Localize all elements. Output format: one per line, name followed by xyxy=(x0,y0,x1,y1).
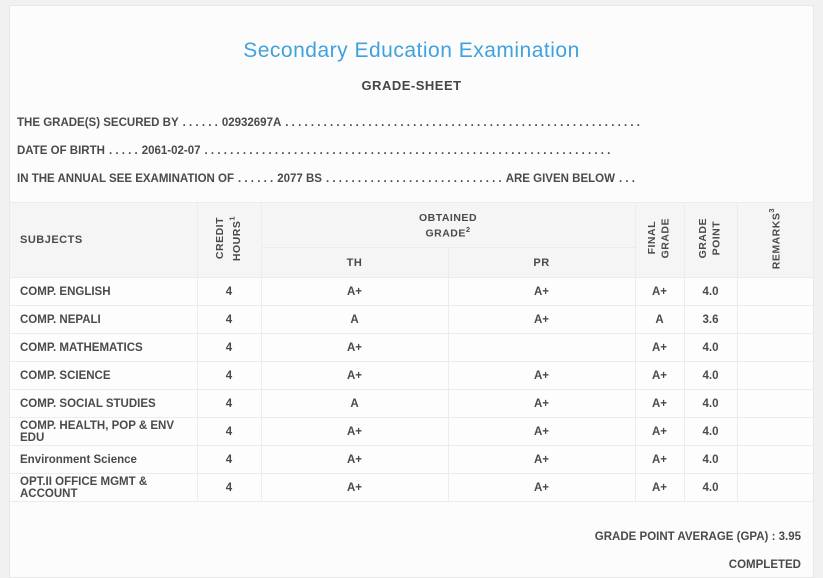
remarks xyxy=(737,390,813,418)
final-grade: A+ xyxy=(635,418,684,446)
table-row xyxy=(10,390,813,418)
table-row xyxy=(10,278,813,306)
grades-table-header xyxy=(10,203,813,278)
credit-hours-value: 4 xyxy=(197,278,261,306)
info-line-exam-year xyxy=(17,165,729,193)
subject-name: COMP. HEALTH, POP & ENV EDU xyxy=(10,418,197,446)
credit-hours-value: 4 xyxy=(197,390,261,418)
subject-name: COMP. SCIENCE xyxy=(10,362,197,390)
remarks xyxy=(737,474,813,502)
final-grade: A+ xyxy=(635,334,684,362)
subject-name: Environment Science xyxy=(10,446,197,474)
practical-grade: A+ xyxy=(448,474,635,502)
credit-hours-value: 4 xyxy=(197,334,261,362)
final-grade-column-header: FINAL GRADE xyxy=(635,203,684,278)
remarks xyxy=(737,334,813,362)
obtained-grade-column-header: OBTAINED GRADE$^2$ xyxy=(261,203,635,248)
subjects-column-header: SUBJECTS xyxy=(10,203,197,278)
table-row xyxy=(10,418,813,446)
table-row xyxy=(10,362,813,390)
info-line-secured-by xyxy=(17,109,729,137)
completion-status: COMPLETED xyxy=(728,559,801,571)
remarks xyxy=(737,306,813,334)
remarks xyxy=(737,446,813,474)
result-summary xyxy=(10,523,813,578)
final-grade: A+ xyxy=(635,362,684,390)
theory-grade: A+ xyxy=(261,334,448,362)
dot-leader: . . . . . . xyxy=(238,173,274,185)
secured-by-label: THE GRADE(S) SECURED BY xyxy=(17,117,179,129)
gpa-value: 3.95 xyxy=(778,531,801,543)
subject-name: COMP. NEPALI xyxy=(10,306,197,334)
exam-year-label: IN THE ANNUAL SEE EXAMINATION OF xyxy=(17,173,235,185)
grade-point: 4.0 xyxy=(684,278,737,306)
exam-year-value: 2077 BS xyxy=(277,173,322,185)
practical-grade xyxy=(448,334,635,362)
grade-point-column-header: GRADE POINT xyxy=(684,203,737,278)
table-row xyxy=(10,306,813,334)
grade-point: 3.6 xyxy=(684,306,737,334)
grade-point: 4.0 xyxy=(684,418,737,446)
candidate-symbol-number: 02932697A xyxy=(221,117,282,129)
remarks xyxy=(737,278,813,306)
practical-grade: A+ xyxy=(448,418,635,446)
theory-grade: A xyxy=(261,390,448,418)
dot-leader: . . . . . . xyxy=(182,117,218,129)
practical-grade: A+ xyxy=(448,446,635,474)
grades-table xyxy=(10,202,813,502)
date-of-birth-label: DATE OF BIRTH xyxy=(17,145,105,157)
remarks xyxy=(737,418,813,446)
theory-grade: A+ xyxy=(261,418,448,446)
credit-hours-value: 4 xyxy=(197,446,261,474)
dot-leader: . . . . . . . . . . . . . . . . . . . . . . . . . . . . . . . . . . . . . . . . . . . . . . . . . . . . . . . . . . . . . . . . xyxy=(204,145,611,157)
date-of-birth-value: 2061-02-07 xyxy=(141,145,201,157)
dot-leader: . . . . . xyxy=(108,145,138,157)
theory-grade: A xyxy=(261,306,448,334)
dot-leader: . . . . . . . . . . . . . . . . . . . . . . . . . . . . . . . . . . . . . . . . . . . . . . . . . . . . . . . . xyxy=(285,117,640,129)
practical-grade: A+ xyxy=(448,278,635,306)
gpa-label: GRADE POINT AVERAGE (GPA) : xyxy=(594,531,776,543)
theory-grade: A+ xyxy=(261,474,448,502)
remarks-column-header: REMARKS$^3$ xyxy=(737,203,813,278)
subject-name: COMP. ENGLISH xyxy=(10,278,197,306)
theory-grade: A+ xyxy=(261,362,448,390)
credit-hours-value: 4 xyxy=(197,362,261,390)
dot-leader: . . . . . . . . . . . . . . . . . . . . . . . . . . . . xyxy=(325,173,502,185)
theory-subcolumn-header: TH xyxy=(261,248,448,278)
table-row xyxy=(10,334,813,362)
page-title: Secondary Education Examination xyxy=(243,39,580,62)
credit-hours-value: 4 xyxy=(197,306,261,334)
theory-grade: A+ xyxy=(261,446,448,474)
page-subtitle: GRADE-SHEET xyxy=(361,78,462,93)
info-line-date-of-birth xyxy=(17,137,729,165)
practical-grade: A+ xyxy=(448,306,635,334)
practical-grade: A+ xyxy=(448,390,635,418)
practical-grade: A+ xyxy=(448,362,635,390)
table-row xyxy=(10,474,813,502)
candidate-info-block xyxy=(10,109,813,193)
subject-name: COMP. MATHEMATICS xyxy=(10,334,197,362)
practical-subcolumn-header: PR xyxy=(448,248,635,278)
grade-point: 4.0 xyxy=(684,390,737,418)
exam-year-suffix: ARE GIVEN BELOW xyxy=(505,173,615,185)
grade-point: 4.0 xyxy=(684,334,737,362)
grade-point: 4.0 xyxy=(684,362,737,390)
subject-name: COMP. SOCIAL STUDIES xyxy=(10,390,197,418)
subject-name: OPT.II OFFICE MGMT & ACCOUNT xyxy=(10,474,197,502)
final-grade: A+ xyxy=(635,446,684,474)
credit-hours-column-header: CREDIT HOURS$^1$ xyxy=(197,203,261,278)
grade-point: 4.0 xyxy=(684,474,737,502)
grade-sheet-card xyxy=(9,5,814,578)
grade-point: 4.0 xyxy=(684,446,737,474)
remarks xyxy=(737,362,813,390)
theory-grade: A+ xyxy=(261,278,448,306)
grades-table-body xyxy=(10,278,813,502)
credit-hours-value: 4 xyxy=(197,418,261,446)
final-grade: A+ xyxy=(635,278,684,306)
gpa-summary xyxy=(10,523,801,551)
final-grade: A xyxy=(635,306,684,334)
final-grade: A+ xyxy=(635,474,684,502)
dot-leader: . . . xyxy=(618,173,635,185)
credit-hours-value: 4 xyxy=(197,474,261,502)
final-grade: A+ xyxy=(635,390,684,418)
table-row xyxy=(10,446,813,474)
